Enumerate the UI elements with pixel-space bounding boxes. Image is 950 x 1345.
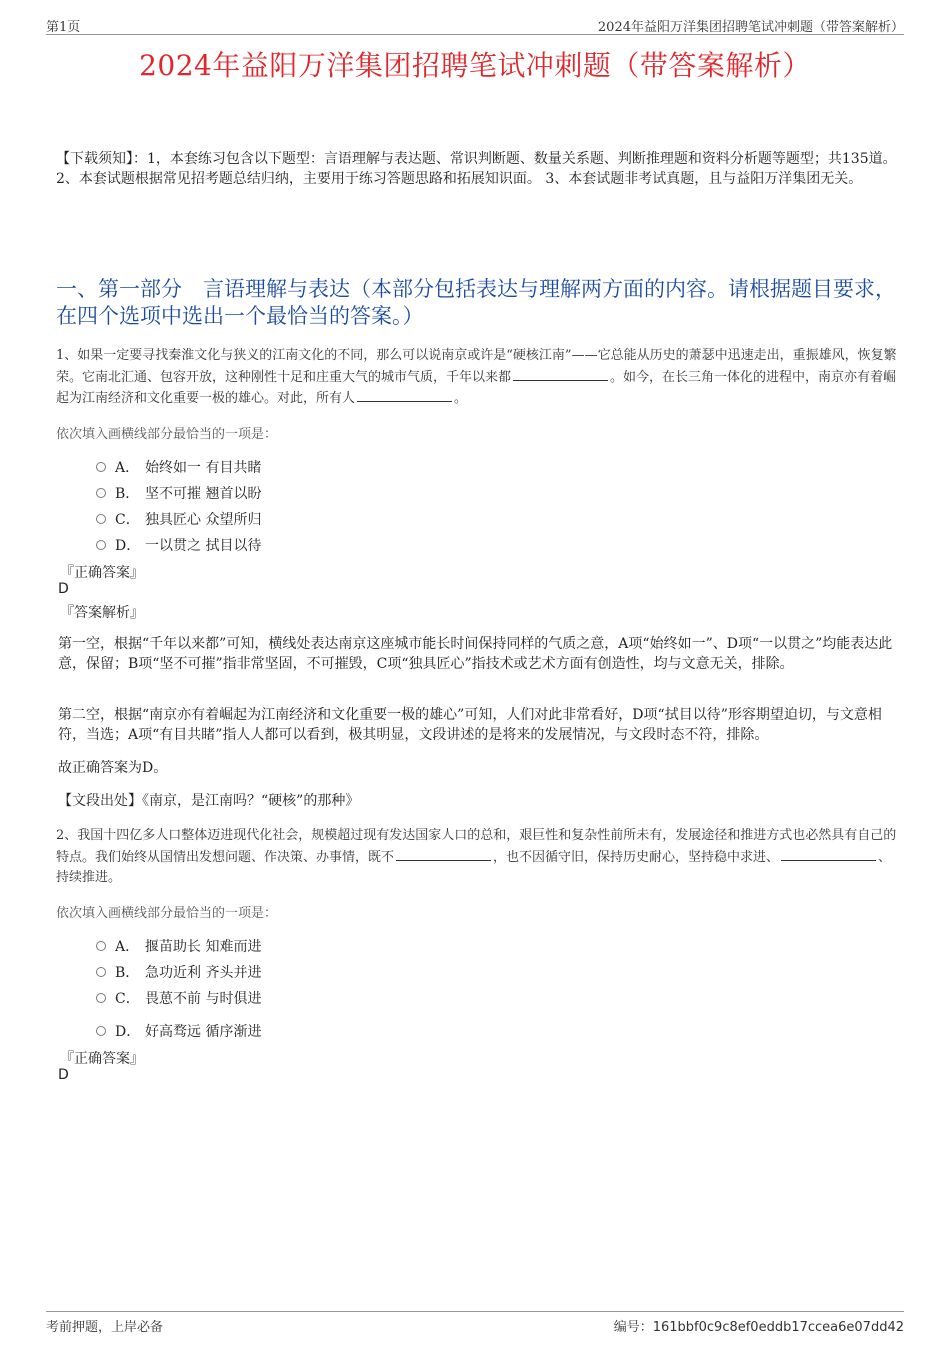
document-code-value: 161bbf0c9c8ef0eddb17ccea6e07dd42: [652, 1320, 904, 1335]
document-code: [614, 1316, 904, 1335]
question-2-option-d[interactable]: [96, 1021, 261, 1039]
question-2-answer-label: 『正确答案』: [60, 1051, 144, 1067]
question-1-analysis-3: 故正确答案为D。: [58, 760, 168, 776]
option-text: 始终如一 有目共睹: [145, 460, 262, 476]
radio-icon[interactable]: [96, 967, 106, 977]
page-footer: [46, 1311, 904, 1334]
question-1-answer: D: [58, 581, 69, 597]
question-2-stem: [56, 826, 901, 889]
question-2-answer: D: [58, 1067, 69, 1083]
answer-blank: [513, 367, 608, 381]
question-2-stem-part3: 、持续推进。: [56, 849, 892, 885]
question-2-stem-part1: 2、我国十四亿多人口整体迈进现代化社会，规模超过现有发达国家人口的总和，艰巨性和复杂性前所未有，发展途径和推进方式也必然具有自己的特点。我们始终从国情出发想问题、作决策、办事情，既不: [56, 828, 897, 865]
option-text: 急功近利 齐头并进: [145, 965, 262, 981]
question-1-stem-part1: 1、如果一定要寻找秦淮文化与狭义的江南文化的不同，那么可以说南京或许是“硬核江南”——它总能从历史的萧瑟中迅速走出，重振雄风，恢复繁荣。它南北汇通、包容开放，这种刚性十足和庄重大气的城市气质，千年以来都: [56, 348, 897, 385]
footer-slogan: 考前押题，上岸必备: [46, 1320, 164, 1335]
question-1-option-c[interactable]: [96, 509, 261, 527]
option-text: 畏葸不前 与时俱进: [145, 991, 262, 1007]
option-letter: B．: [115, 486, 140, 502]
question-1-prompt: 依次填入画横线部分最恰当的一项是：: [56, 427, 278, 442]
question-1-analysis-2: 第二空，根据“南京亦有着崛起为江南经济和文化重要一极的雄心”可知，人们对此非常看好，D项“拭目以待”形容期望迫切，与文意相符，当选；A项“有目共睹”指人人都可以看到，极其明显，文段讲述的是将来的发展情况，与文段时态不符，排除。: [58, 707, 882, 743]
question-1-answer-label: 『正确答案』: [60, 565, 144, 581]
question-1-stem-part3: 。: [454, 391, 468, 406]
question-1-stem-part2: 。如今，在长三角一体化的进程中，南京亦有着崛起为江南经济和文化重要一极的雄心。对此，所有人: [56, 369, 897, 406]
radio-icon[interactable]: [96, 540, 106, 550]
answer-blank: [396, 847, 491, 861]
section-title: 一、第一部分 言语理解与表达（本部分包括表达与理解两方面的内容。请根据题目要求，在四个选项中选出一个最恰当的答案。）: [56, 277, 896, 328]
option-text: 独具匠心 众望所归: [145, 512, 262, 528]
answer-blank: [781, 847, 876, 861]
question-1-source: 【文段出处】《南京，是江南吗？“硬核”的那种》: [58, 793, 360, 809]
radio-icon[interactable]: [96, 941, 106, 951]
question-1-stem: [56, 346, 901, 410]
question-2-option-c[interactable]: [96, 988, 261, 1006]
answer-blank: [357, 388, 452, 402]
option-text: 好高骛远 循序渐进: [145, 1024, 262, 1040]
option-letter: A．: [115, 939, 140, 955]
question-2-option-a[interactable]: [96, 936, 261, 954]
question-1-option-a[interactable]: [96, 457, 261, 475]
radio-icon[interactable]: [96, 462, 106, 472]
radio-icon[interactable]: [96, 1026, 106, 1036]
question-1-option-b[interactable]: [96, 483, 261, 501]
option-letter: C．: [115, 512, 140, 528]
running-title: 2024年益阳万洋集团招聘笔试冲刺题（带答案解析）: [597, 20, 904, 35]
radio-icon[interactable]: [96, 488, 106, 498]
page-number: 第1页: [46, 20, 81, 35]
option-letter: C．: [115, 991, 140, 1007]
question-2-option-b[interactable]: [96, 962, 261, 980]
page-header: [46, 14, 904, 35]
option-text: 坚不可摧 翘首以盼: [145, 486, 262, 502]
option-letter: A．: [115, 460, 140, 476]
option-letter: D．: [115, 538, 141, 554]
option-text: 揠苗助长 知难而进: [145, 939, 262, 955]
question-2-stem-part2: ，也不因循守旧，保持历史耐心，坚持稳中求进、: [493, 849, 780, 865]
option-text: 一以贯之 拭目以待: [145, 538, 262, 554]
question-1-option-d[interactable]: [96, 535, 261, 553]
radio-icon[interactable]: [96, 514, 106, 524]
question-1-analysis-label: 『答案解析』: [60, 605, 144, 621]
question-1-analysis-1: 第一空，根据“千年以来都”可知，横线处表达南京这座城市能长时间保持同样的气质之意，A项“始终如一”、D项“一以贯之”均能表达此意，保留；B项“坚不可摧”指非常坚固，不可摧毁，C项“独具匠心”指技术或艺术方面有创造性，均与文意无关，排除。: [58, 636, 893, 672]
document-code-label: 编号：: [613, 1320, 653, 1335]
option-letter: D．: [115, 1024, 141, 1040]
radio-icon[interactable]: [96, 993, 106, 1003]
question-2-prompt: 依次填入画横线部分最恰当的一项是：: [56, 906, 278, 921]
download-notice: 【下载须知】：1，本套练习包含以下题型：言语理解与表达题、常识判断题、数量关系题、判断推理题和资料分析题等题型；共135道。 2、本套试题根据常见招考题总结归纳，主要用于练习答题思路和拓展知识面。 3、本套试题非考试真题，且与益阳万洋集团无关。: [56, 151, 897, 187]
option-letter: B．: [115, 965, 140, 981]
document-title: 2024年益阳万洋集团招聘笔试冲刺题（带答案解析）: [139, 49, 811, 82]
